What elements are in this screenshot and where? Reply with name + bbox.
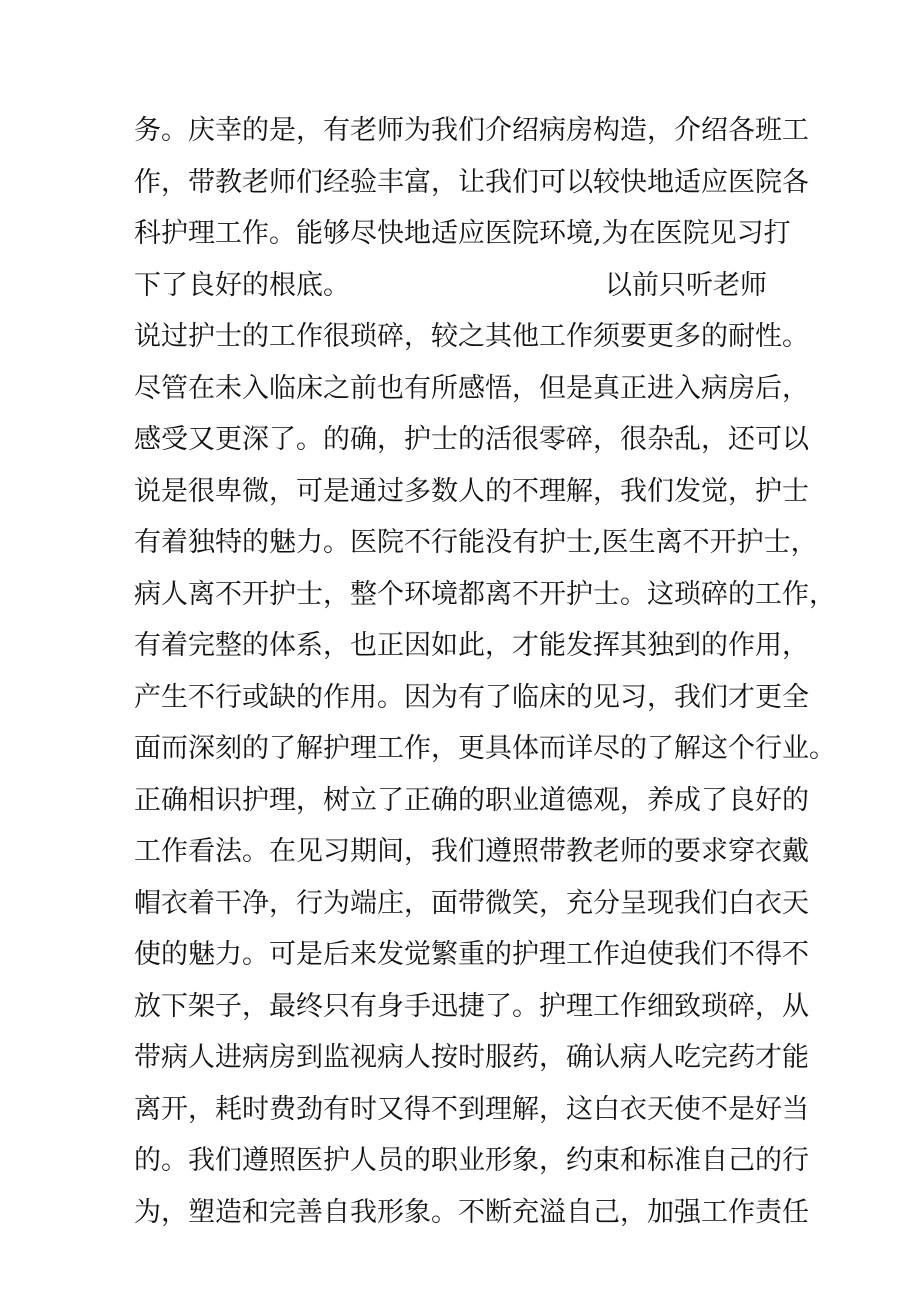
text-line-segment: 以前只听老师	[605, 269, 767, 301]
text-line: 尽管在未入临床之前也有所感悟，但是真正进入病房后，	[134, 372, 809, 404]
text-line: 离开，耗时费劲有时又得不到理解，这白衣天使不是好当	[134, 1093, 809, 1125]
text-line: 带病人进病房到监视病人按时服药，确认病人吃完药才能	[134, 1042, 809, 1073]
text-line: 感受又更深了。的确，护士的活很零碎，很杂乱，还可以	[134, 424, 809, 455]
text-line-segment: 下了良好的根底。	[134, 269, 350, 301]
text-line: 使的魅力。可是后来发觉繁重的护理工作迫使我们不得不	[134, 939, 809, 970]
text-line: 工作看法。在见习期间，我们遵照带教老师的要求穿衣戴	[134, 836, 809, 867]
text-line: 正确相识护理，树立了正确的职业道德观，养成了良好的	[134, 784, 809, 816]
text-line: 说是很卑微，可是通过多数人的不理解，我们发觉，护士	[134, 475, 809, 507]
text-line: 为，塑造和完善自我形象。不断充溢自己，加强工作责任	[134, 1196, 809, 1228]
text-line: 病人离不开护士，整个环境都离不开护士。这琐碎的工作，	[134, 578, 836, 610]
text-line: 的。我们遵照医护人员的职业形象，约束和标准自己的行	[134, 1145, 809, 1176]
text-line: 说过护士的工作很琐碎，较之其他工作须要更多的耐性。	[134, 321, 809, 352]
text-line: 帽衣着干净，行为端庄，面带微笑，充分呈现我们白衣天	[134, 887, 809, 919]
text-line: 科护理工作。能够尽快地适应医院环境,为在医院见习打	[134, 218, 791, 249]
text-line: 面而深刻的了解护理工作，更具体而详尽的了解这个行业。	[134, 733, 836, 764]
text-line: 有着完整的体系，也正因如此，才能发挥其独到的作用，	[134, 630, 809, 661]
body-text	[134, 105, 836, 1238]
text-line: 放下架子，最终只有身手迅捷了。护理工作细致琐碎，从	[134, 990, 809, 1022]
text-line: 产生不行或缺的作用。因为有了临床的见习，我们才更全	[134, 681, 809, 713]
text-line: 有着独特的魅力。医院不行能没有护士,医生离不开护士，	[134, 527, 818, 558]
text-line: 作，带教老师们经验丰富，让我们可以较快地适应医院各	[134, 166, 809, 198]
text-line-with-gap	[134, 260, 814, 312]
text-line: 务。庆幸的是，有老师为我们介绍病房构造，介绍各班工	[134, 115, 809, 146]
